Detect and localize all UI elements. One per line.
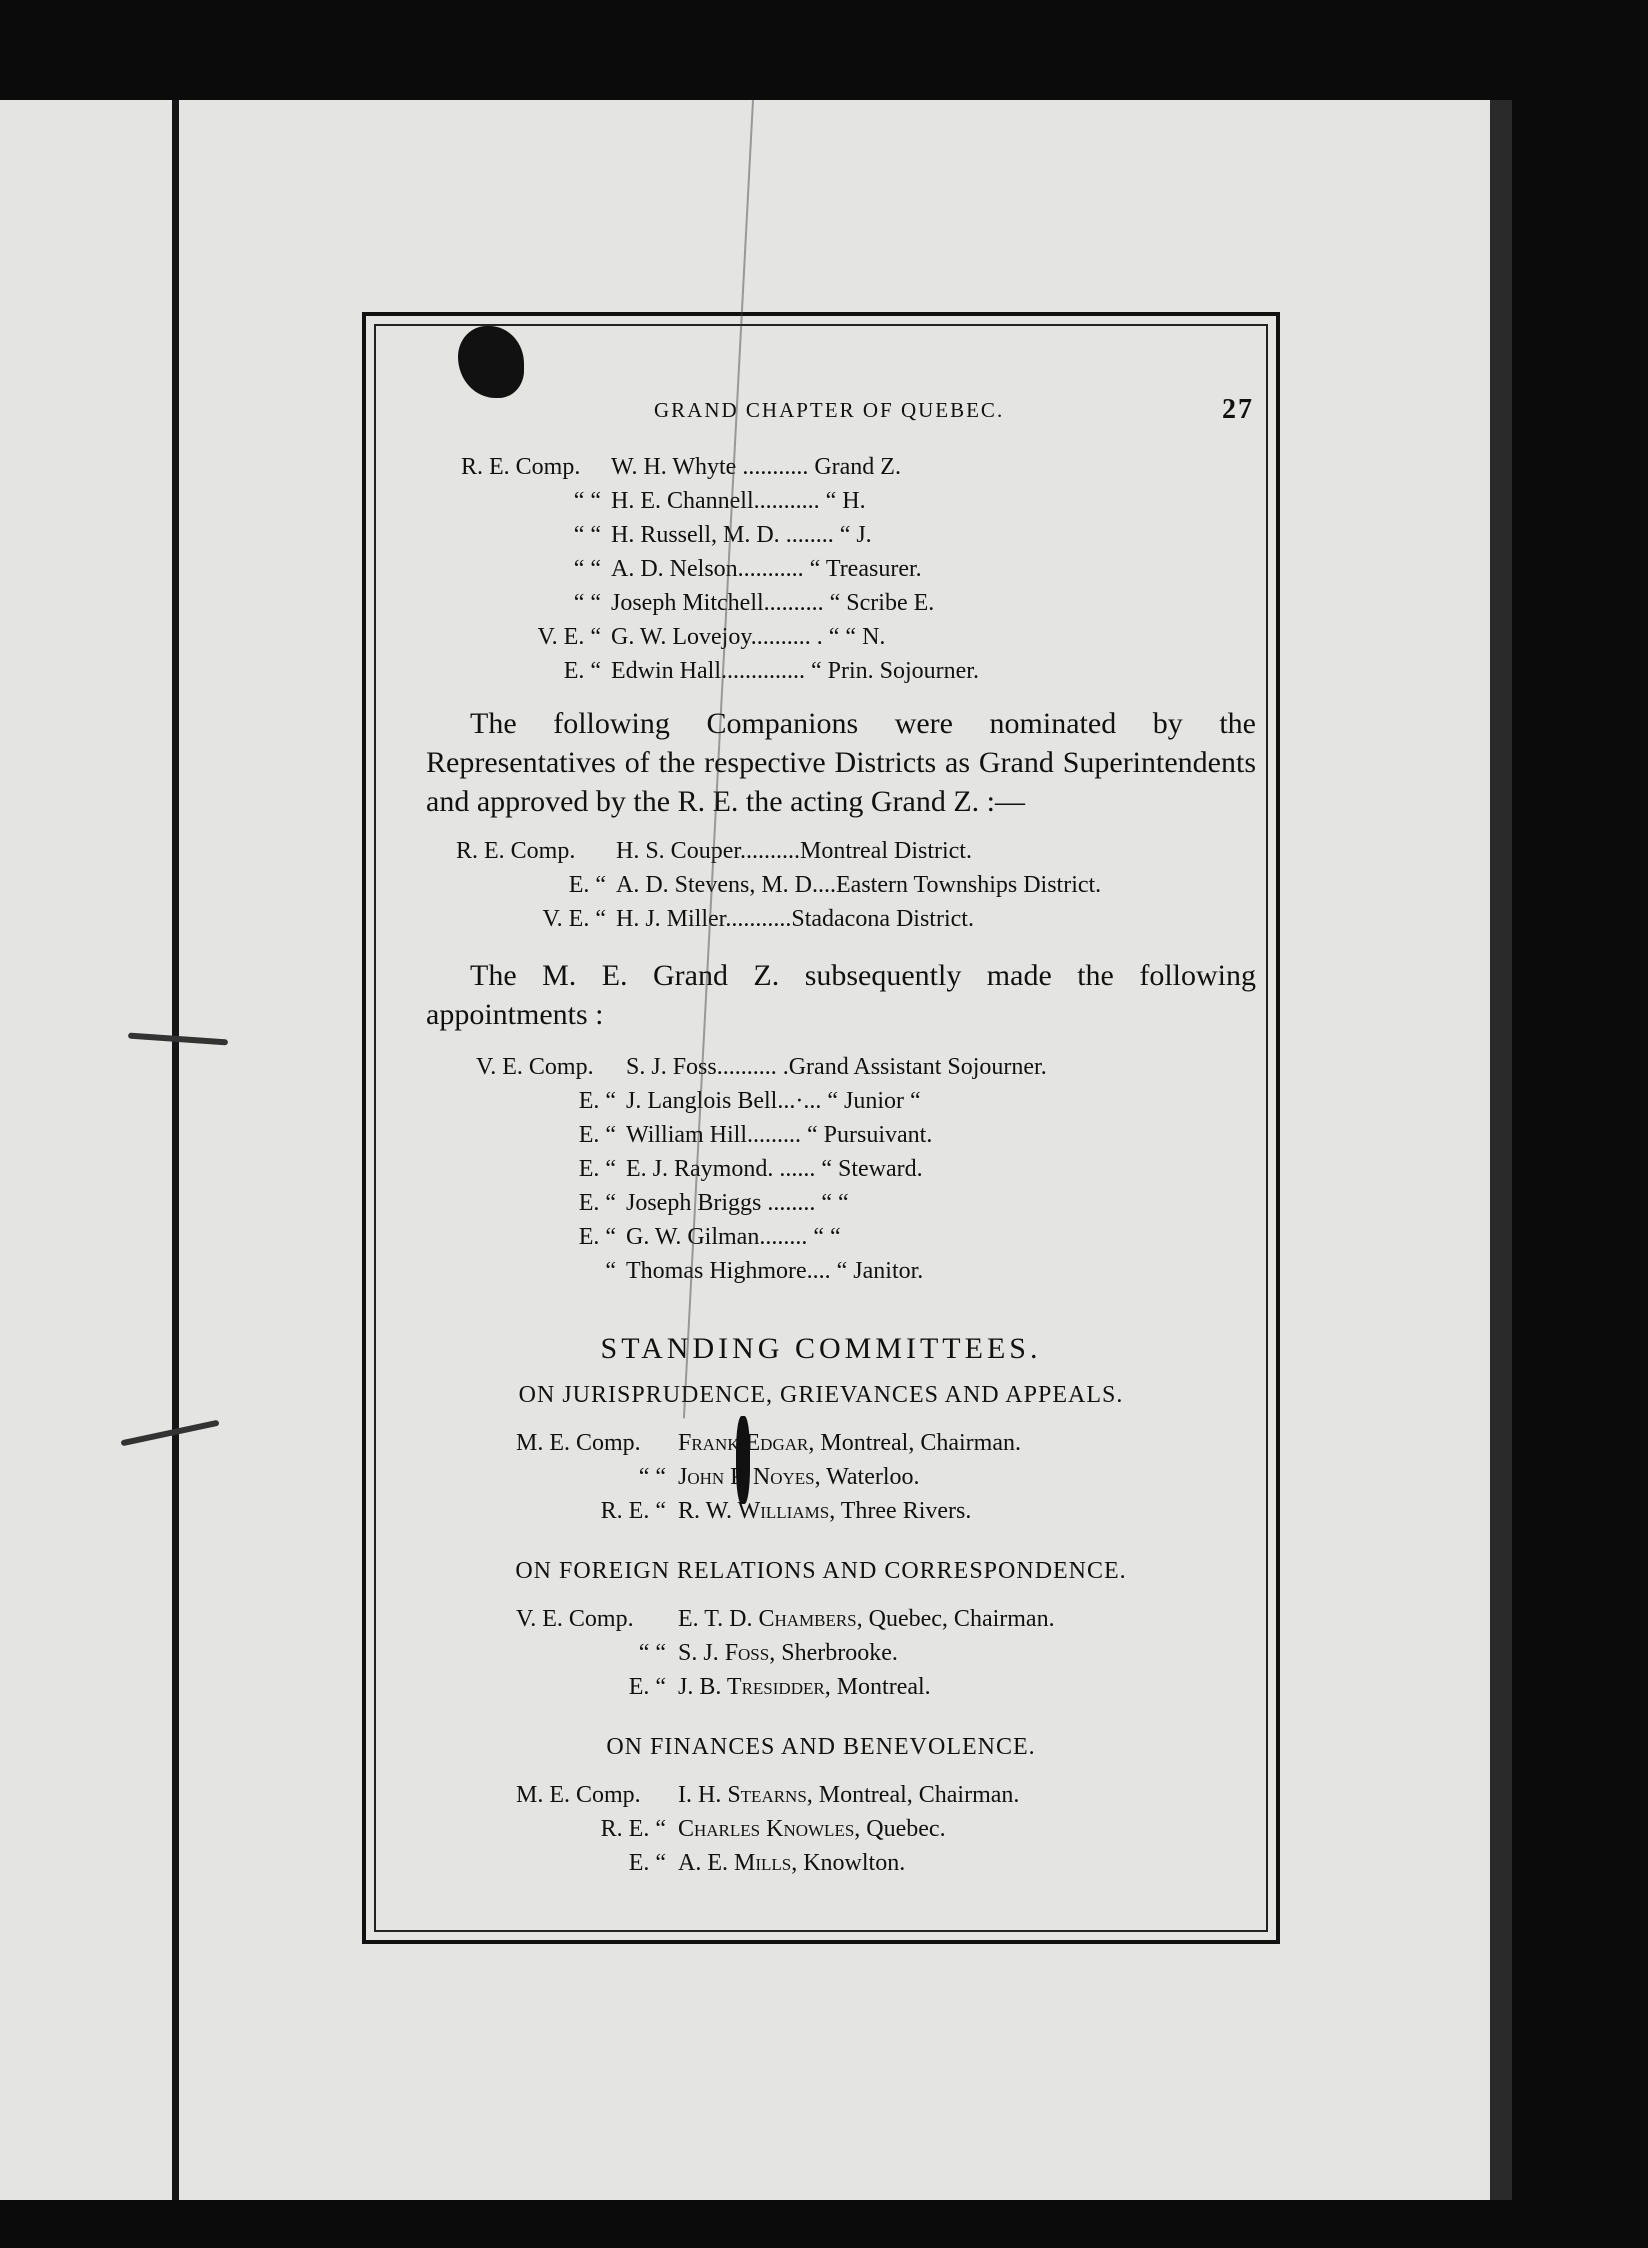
standing-committees-title: STANDING COMMITTEES. <box>600 1332 1042 1365</box>
superintendent-name: A. D. Stevens, M. D. <box>616 872 818 898</box>
leader-dots: ........... <box>736 454 815 480</box>
committee-member <box>516 1606 1055 1633</box>
officer-office: “ Scribe E. <box>829 590 935 616</box>
superintendent-name: H. J. Miller <box>616 906 726 932</box>
appointment-row <box>476 1224 841 1251</box>
superintendent-district: Montreal District. <box>800 838 972 864</box>
committee-member-place: , Waterloo. <box>814 1464 920 1490</box>
appointment-rank: “ <box>605 1258 616 1284</box>
officer-rank: V. E. “ <box>537 624 601 650</box>
committee-member <box>516 1850 905 1877</box>
appointment-rank: E. “ <box>578 1224 616 1250</box>
committee-member-place: , Quebec. <box>854 1816 946 1842</box>
officer-row <box>461 624 885 651</box>
running-title: GRAND CHAPTER OF QUEBEC. <box>654 398 1005 422</box>
appointment-row <box>476 1122 932 1149</box>
committee-member-place: , Knowlton. <box>791 1850 906 1876</box>
leader-dots: ........... <box>725 906 792 932</box>
leader-dots: .......... . <box>750 624 829 650</box>
leader-dots: ........... <box>753 488 826 514</box>
officer-office: “ J. <box>839 522 872 548</box>
appointment-office: “ Pursuivant. <box>807 1122 933 1148</box>
officer-name: Edwin Hall <box>611 658 721 684</box>
superintendent-row <box>456 906 974 933</box>
appointment-office: “ “ <box>813 1224 841 1250</box>
superintendent-district: Eastern Townships District. <box>836 872 1102 898</box>
committee-member-name: John P. Noyes <box>678 1464 815 1490</box>
officer-name: A. D. Nelson <box>611 556 738 582</box>
committee-member <box>516 1498 971 1525</box>
officer-row <box>461 454 901 481</box>
appointment-row <box>476 1258 923 1285</box>
leader-dots: .......... . <box>716 1054 789 1080</box>
committee-heading: ON FINANCES AND BENEVOLENCE. <box>606 1734 1036 1760</box>
appointment-office: “ Steward. <box>821 1156 923 1182</box>
appointment-name: Joseph Briggs <box>626 1190 762 1216</box>
committee-member-name: E. T. D. Chambers <box>678 1606 857 1632</box>
superintendent-district: Stadacona District. <box>791 906 974 932</box>
superintendent-rank: E. “ <box>568 872 606 898</box>
committee-member-rank: “ “ <box>638 1640 666 1666</box>
officer-rank: “ “ <box>573 590 601 616</box>
leader-dots: ........ <box>761 1190 822 1216</box>
appointment-row <box>476 1190 849 1217</box>
committee-member-name: Frank Edgar <box>678 1430 809 1456</box>
committee-member-rank: R. E. “ <box>600 1498 666 1524</box>
officer-rank: R. E. Comp. <box>461 454 581 480</box>
leader-dots: .............. <box>720 658 811 684</box>
committee-member <box>516 1430 1021 1457</box>
committee-member-place: , Three Rivers. <box>829 1498 972 1524</box>
leader-dots: .... <box>806 1258 837 1284</box>
officer-office: “ Prin. Sojourner. <box>810 658 979 684</box>
paragraph-appointments: The M. E. Grand Z. subsequently made the following appointments : <box>426 959 1256 1031</box>
appointment-name: J. Langlois Bell <box>626 1088 778 1114</box>
appointment-name: G. W. Gilman <box>626 1224 760 1250</box>
committee-member-name: A. E. Mills <box>678 1850 792 1876</box>
committee-member-rank: V. E. Comp. <box>516 1606 634 1632</box>
officer-row <box>461 488 866 515</box>
officer-office: “ Treasurer. <box>809 556 922 582</box>
binding-gutter <box>172 100 179 2200</box>
officer-name: G. W. Lovejoy <box>611 624 751 650</box>
appointment-row <box>476 1156 923 1183</box>
committee-member <box>516 1640 898 1667</box>
officer-name: H. Russell, M. D. <box>611 522 780 548</box>
leader-dots: ......... <box>747 1122 808 1148</box>
officer-rank: “ “ <box>573 522 601 548</box>
leader-dots: ........ <box>759 1224 814 1250</box>
leader-dots: .......... <box>740 838 801 864</box>
officer-row <box>461 658 979 685</box>
superintendent-rank: R. E. Comp. <box>456 838 576 864</box>
committee-heading: ON FOREIGN RELATIONS AND CORRESPONDENCE. <box>515 1558 1127 1584</box>
officer-row <box>461 522 872 549</box>
officer-name: Joseph Mitchell <box>611 590 764 616</box>
leader-dots: . ...... <box>767 1156 822 1182</box>
officer-office: Grand Z. <box>814 454 901 480</box>
leader-dots: .......... <box>763 590 830 616</box>
committee-member-rank: M. E. Comp. <box>516 1430 641 1456</box>
appointment-rank: V. E. Comp. <box>476 1054 594 1080</box>
officer-rank: “ “ <box>573 488 601 514</box>
committee-member-place: , Montreal, Chairman. <box>806 1782 1020 1808</box>
committee-member-name: J. B. Tresidder <box>678 1674 825 1700</box>
page-number: 27 <box>1222 394 1254 425</box>
committee-member-name: S. J. Foss <box>678 1640 770 1666</box>
committee-member-name: I. H. Stearns <box>678 1782 807 1808</box>
appointment-name: E. J. Raymond <box>626 1156 768 1182</box>
officer-name: H. E. Channell <box>611 488 754 514</box>
appointment-row <box>476 1054 1047 1081</box>
appointment-rank: E. “ <box>578 1122 616 1148</box>
committee-member-place: , Quebec, Chairman. <box>856 1606 1055 1632</box>
committee-member-name: Charles Knowles <box>678 1816 855 1842</box>
officer-row <box>461 590 934 617</box>
officer-office: “ “ N. <box>828 624 886 650</box>
appointment-rank: E. “ <box>578 1190 616 1216</box>
officer-row <box>461 556 922 583</box>
appointment-name: S. J. Foss <box>626 1054 717 1080</box>
committee-heading: ON JURISPRUDENCE, GRIEVANCES AND APPEALS. <box>518 1382 1124 1408</box>
appointment-office: “ Junior “ <box>827 1088 921 1114</box>
officer-rank: E. “ <box>563 658 601 684</box>
leader-dots: ... <box>818 872 836 898</box>
committee-member-name: R. W. Williams <box>678 1498 830 1524</box>
leader-dots: ...·... <box>777 1088 828 1114</box>
officer-name: W. H. Whyte <box>611 454 737 480</box>
leader-dots: ........ <box>779 522 840 548</box>
appointment-office: Grand Assistant Sojourner. <box>788 1054 1047 1080</box>
superintendent-name: H. S. Couper <box>616 838 741 864</box>
committee-member <box>516 1816 946 1843</box>
appointment-name: William Hill <box>626 1122 748 1148</box>
leader-dots: ........... <box>737 556 810 582</box>
appointment-office: “ Janitor. <box>836 1258 924 1284</box>
appointment-name: Thomas Highmore <box>626 1258 807 1284</box>
committee-member-place: , Montreal, Chairman. <box>808 1430 1021 1456</box>
committee-member <box>516 1782 1019 1809</box>
officer-rank: “ “ <box>573 556 601 582</box>
committee-member-place: , Sherbrooke. <box>769 1640 898 1666</box>
committee-member <box>516 1674 931 1701</box>
paragraph-superintendents: The following Companions were nominated by the Representatives of the respective Districts as Grand Superintendents and approved by the R. E. the acting Grand Z. :— <box>426 707 1256 818</box>
superintendent-row <box>456 872 1101 899</box>
committee-member-place: , Montreal. <box>824 1674 931 1700</box>
appointment-office: “ “ <box>821 1190 849 1216</box>
appointment-rank: E. “ <box>578 1156 616 1182</box>
appointment-rank: E. “ <box>578 1088 616 1114</box>
committee-member-rank: R. E. “ <box>600 1816 666 1842</box>
committee-member <box>516 1464 920 1491</box>
superintendent-rank: V. E. “ <box>542 906 606 932</box>
committee-member-rank: “ “ <box>638 1464 666 1490</box>
committee-member-rank: E. “ <box>628 1674 666 1700</box>
page-frame <box>362 312 1280 1944</box>
committee-member-rank: E. “ <box>628 1850 666 1876</box>
page-edge-shadow <box>1490 100 1512 2200</box>
committee-member-rank: M. E. Comp. <box>516 1782 641 1808</box>
officer-office: “ H. <box>825 488 866 514</box>
